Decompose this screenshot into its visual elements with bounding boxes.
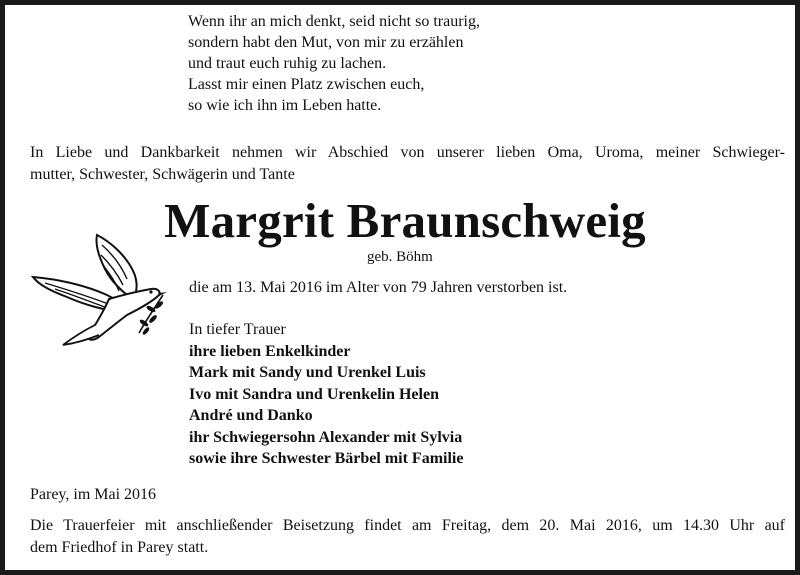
mourner-line: Ivo mit Sandra und Urenkelin Helen: [189, 385, 439, 403]
place-date: Parey, im Mai 2016: [30, 486, 157, 503]
poem-line: so wie ich ihn im Leben hatte.: [188, 97, 382, 114]
mourner-line: André und Danko: [189, 407, 313, 424]
poem-line: Wenn ihr an mich denkt, seid nicht so traurig,: [188, 13, 480, 30]
birth-name: geb. Böhm: [367, 249, 433, 265]
farewell-intro: [30, 142, 785, 186]
funeral-service-info: [30, 515, 785, 559]
mourner-line: sowie ihre Schwester Bärbel mit Familie: [189, 450, 464, 467]
service-line: Die Trauerfeier mit anschließender Beisetzung findet am Freitag, dem 20. Mai 2016, um 14.30 Uhr auf: [30, 517, 785, 534]
death-statement: die am 13. Mai 2016 im Alter von 79 Jahren verstorben ist.: [189, 279, 568, 296]
poem-line: Lasst mir einen Platz zwischen euch,: [188, 76, 425, 93]
deceased-name: Margrit Braunschweig: [164, 193, 646, 248]
poem-line: und traut euch ruhig zu lachen.: [188, 55, 387, 72]
mourners-list: [189, 319, 463, 470]
mourner-line: ihr Schwiegersohn Alexander mit Sylvia: [189, 428, 463, 446]
poem: [188, 11, 480, 116]
mourner-line: ihre lieben Enkelkinder: [189, 342, 351, 360]
mourner-line: Mark mit Sandy und Urenkel Luis: [189, 364, 426, 381]
intro-line: In Liebe und Dankbarkeit nehmen wir Abschied von unserer lieben Oma, Uroma, meiner Schwieger-: [30, 144, 785, 161]
dove-with-olive-branch-icon: [27, 219, 179, 349]
poem-line: sondern habt den Mut, von mir zu erzählen: [188, 34, 464, 51]
service-line: dem Friedhof in Parey statt.: [30, 539, 209, 556]
intro-line: mutter, Schwester, Schwägerin und Tante: [30, 166, 295, 183]
mourning-lead: In tiefer Trauer: [189, 321, 286, 338]
